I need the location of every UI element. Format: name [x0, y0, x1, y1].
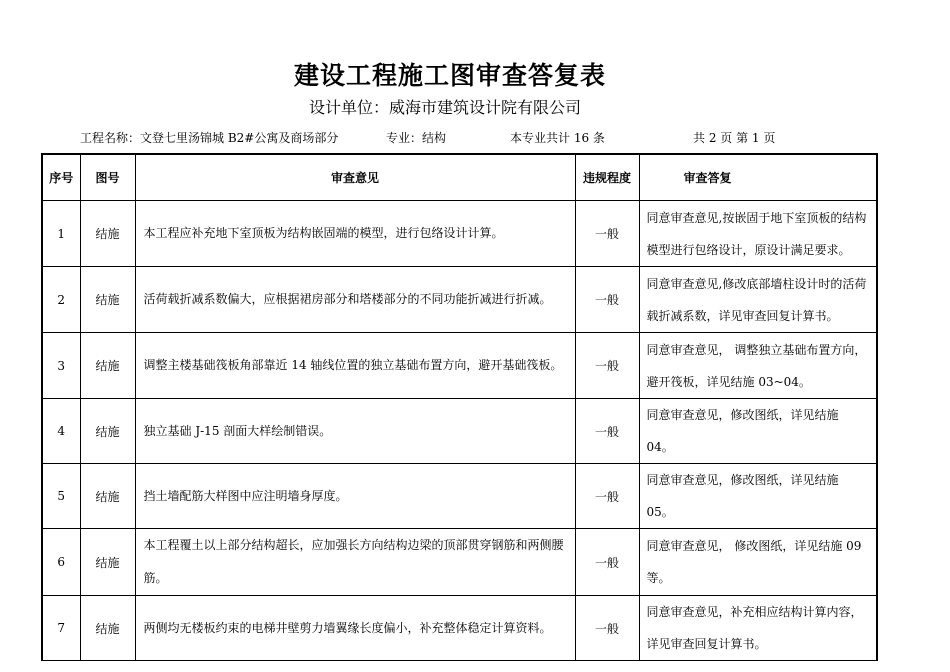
row-reply: 同意审查意见,按嵌固于地下室顶板的结构模型进行包络设计，原设计满足要求。	[639, 201, 877, 267]
row-drawing: 结施	[80, 596, 135, 661]
header-opinion: 审查意见	[135, 154, 575, 201]
table-row	[42, 333, 877, 399]
row-opinion: 活荷载折减系数偏大，应根据裙房部分和塔楼部分的不同功能折减进行折减。	[135, 267, 575, 333]
row-opinion: 本工程覆土以上部分结构超长，应加强长方向结构边梁的顶部贯穿钢筋和两侧腰筋。	[135, 529, 575, 596]
row-opinion: 两侧均无楼板约束的电梯井壁剪力墙翼缘长度偏小，补充整体稳定计算资料。	[135, 596, 575, 661]
table-row	[42, 464, 877, 529]
row-level: 一般	[575, 596, 639, 661]
row-reply: 同意审查意见， 修改图纸，详见结施 09 等。	[639, 529, 877, 596]
row-no: 5	[42, 464, 80, 529]
header-reply: 审查答复	[639, 154, 877, 201]
row-drawing: 结施	[80, 464, 135, 529]
page-title: 建设工程施工图审查答复表	[293, 61, 606, 90]
project-name: 工程名称：文登七里汤锦城 B2#公寓及商场部分	[80, 131, 339, 145]
row-no: 2	[42, 267, 80, 333]
row-level: 一般	[575, 529, 639, 596]
major: 专业：结构	[386, 131, 447, 145]
row-no: 1	[42, 201, 80, 267]
page-number: 共 2 页 第 1 页	[693, 131, 776, 145]
table-row	[42, 201, 877, 267]
row-level: 一般	[575, 267, 639, 333]
row-opinion: 挡土墙配筋大样图中应注明墙身厚度。	[135, 464, 575, 529]
row-level: 一般	[575, 399, 639, 464]
table-row	[42, 267, 877, 333]
row-reply: 同意审查意见，补充相应结构计算内容，详见审查回复计算书。	[639, 596, 877, 661]
row-opinion: 本工程应补充地下室顶板为结构嵌固端的模型，进行包络设计计算。	[135, 201, 575, 267]
header-drawing: 图号	[80, 154, 135, 201]
row-no: 3	[42, 333, 80, 399]
row-opinion: 独立基础 J-15 剖面大样绘制错误。	[135, 399, 575, 464]
header-no: 序号	[42, 154, 80, 201]
row-level: 一般	[575, 464, 639, 529]
row-drawing: 结施	[80, 529, 135, 596]
row-drawing: 结施	[80, 267, 135, 333]
header-level: 违规程度	[575, 154, 639, 201]
row-no: 4	[42, 399, 80, 464]
table-row	[42, 399, 877, 464]
row-reply: 同意审查意见，修改图纸，详见结施 04。	[639, 399, 877, 464]
row-no: 6	[42, 529, 80, 596]
row-no: 7	[42, 596, 80, 661]
design-unit: 设计单位：威海市建筑设计院有限公司	[308, 98, 581, 117]
table-row	[42, 596, 877, 661]
table-header-row	[42, 154, 877, 201]
row-reply: 同意审查意见， 调整独立基础布置方向，避开筏板，详见结施 03~04。	[639, 333, 877, 399]
row-drawing: 结施	[80, 201, 135, 267]
row-reply: 同意审查意见，修改图纸，详见结施 05。	[639, 464, 877, 529]
table-row	[42, 529, 877, 596]
row-drawing: 结施	[80, 399, 135, 464]
item-total: 本专业共计 16 条	[510, 131, 605, 145]
row-level: 一般	[575, 333, 639, 399]
row-reply: 同意审查意见,修改底部墙柱设计时的活荷载折减系数，详见审查回复计算书。	[639, 267, 877, 333]
review-table	[41, 153, 878, 661]
row-level: 一般	[575, 201, 639, 267]
row-drawing: 结施	[80, 333, 135, 399]
row-opinion: 调整主楼基础筏板角部靠近 14 轴线位置的独立基础布置方向，避开基础筏板。	[135, 333, 575, 399]
